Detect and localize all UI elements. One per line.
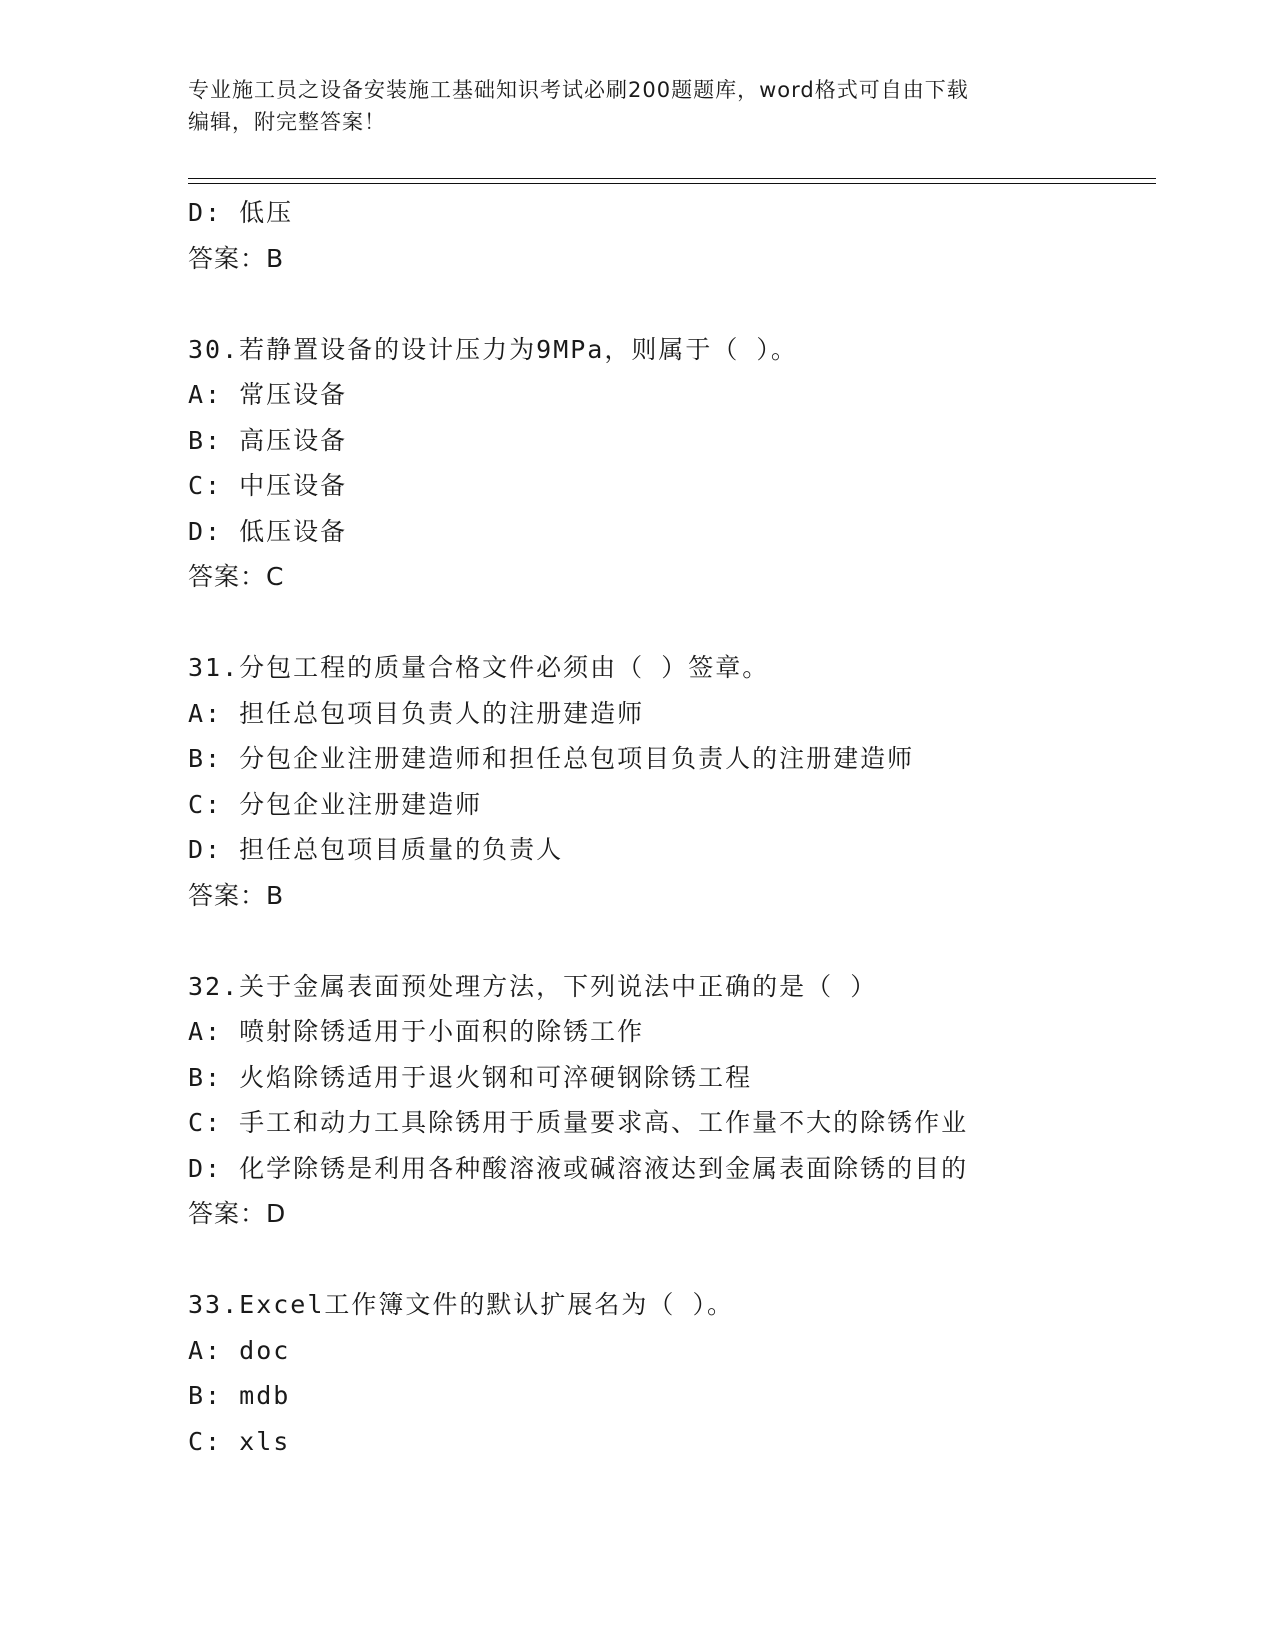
question-stem: 31.分包工程的质量合格文件必须由（ ）签章。 bbox=[188, 653, 770, 682]
question-stem: 30.若静置设备的设计压力为9MPa，则属于（ ）。 bbox=[188, 334, 798, 364]
question-29-tail bbox=[188, 190, 1148, 281]
option-d: D: 担任总包项目质量的负责人 bbox=[188, 835, 564, 864]
question-31 bbox=[188, 645, 1148, 918]
option-a: A: doc bbox=[188, 1335, 291, 1365]
question-32 bbox=[188, 964, 1148, 1237]
header-title-line-2: 编辑，附完整答案！ bbox=[188, 110, 386, 134]
document-header bbox=[188, 74, 1088, 138]
question-stem: 32.关于金属表面预处理方法，下列说法中正确的是（ ） bbox=[188, 971, 878, 1001]
option-a: A: 喷射除锈适用于小面积的除锈工作 bbox=[188, 1017, 645, 1046]
header-divider-bottom bbox=[188, 183, 1156, 184]
answer-line: 答案：B bbox=[188, 243, 285, 273]
option-c: C: xls bbox=[188, 1426, 291, 1456]
option-b: B: 高压设备 bbox=[188, 425, 348, 455]
header-divider-top bbox=[188, 178, 1156, 179]
option-b: B: mdb bbox=[188, 1381, 291, 1410]
option-d: D: 低压 bbox=[188, 198, 294, 227]
question-list bbox=[188, 190, 1148, 1464]
question-30 bbox=[188, 327, 1148, 600]
option-c: C: 分包企业注册建造师 bbox=[188, 789, 483, 819]
option-d: D: 化学除锈是利用各种酸溶液或碱溶液达到金属表面除锈的目的 bbox=[188, 1153, 969, 1183]
option-a: A: 常压设备 bbox=[188, 380, 348, 409]
option-a: A: 担任总包项目负责人的注册建造师 bbox=[188, 698, 645, 728]
answer-line: 答案：B bbox=[188, 880, 285, 910]
header-title-line-1: 专业施工员之设备安装施工基础知识考试必刷200题题库，word格式可自由下载 bbox=[188, 78, 969, 102]
option-d: D: 低压设备 bbox=[188, 516, 348, 546]
option-b: B: 火焰除锈适用于退火钢和可淬硬钢除锈工程 bbox=[188, 1062, 753, 1092]
answer-line: 答案：D bbox=[188, 1199, 287, 1228]
question-33 bbox=[188, 1282, 1148, 1464]
option-b: B: 分包企业注册建造师和担任总包项目负责人的注册建造师 bbox=[188, 744, 915, 773]
option-c: C: 中压设备 bbox=[188, 471, 348, 500]
answer-line: 答案：C bbox=[188, 562, 285, 591]
option-c: C: 手工和动力工具除锈用于质量要求高、工作量不大的除锈作业 bbox=[188, 1108, 969, 1137]
question-stem: 33.Excel工作簿文件的默认扩展名为（ ）。 bbox=[188, 1290, 734, 1319]
